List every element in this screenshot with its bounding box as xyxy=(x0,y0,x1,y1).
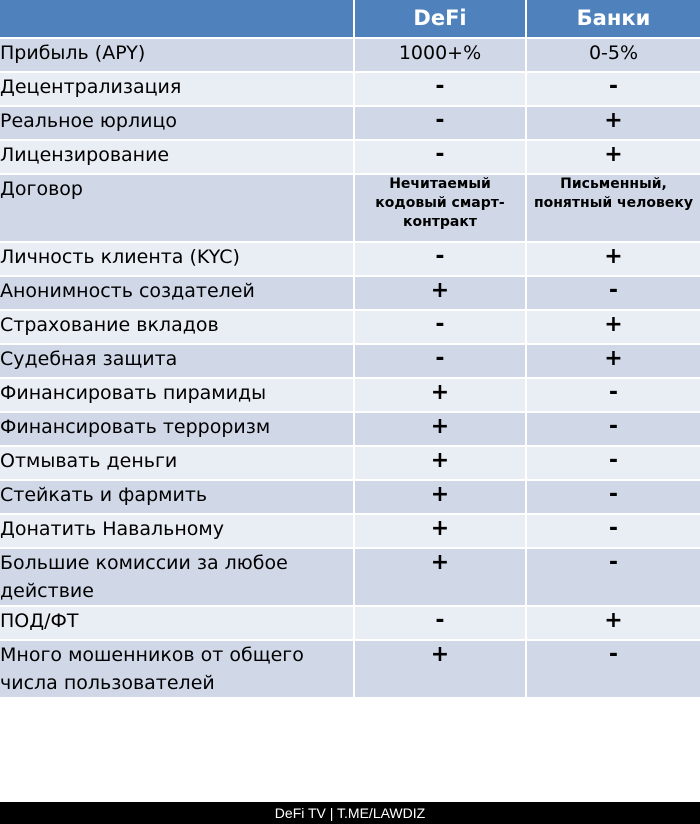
defi-value: 1000+% xyxy=(354,38,526,72)
row-label: Финансировать терроризм xyxy=(0,412,354,446)
banks-value: - xyxy=(526,548,700,606)
table-row xyxy=(0,276,700,310)
banks-value: - xyxy=(526,72,700,106)
table-row xyxy=(0,310,700,344)
banks-value: 0-5% xyxy=(526,38,700,72)
row-label: Личность клиента (KYC) xyxy=(0,242,354,276)
banks-value: - xyxy=(526,446,700,480)
row-label: ПОД/ФТ xyxy=(0,606,354,640)
table-row xyxy=(0,72,700,106)
table-body xyxy=(0,38,700,698)
banks-value: - xyxy=(526,412,700,446)
table-row xyxy=(0,446,700,480)
defi-value: - xyxy=(354,310,526,344)
defi-value: - xyxy=(354,72,526,106)
row-label: Стейкать и фармить xyxy=(0,480,354,514)
row-label: Страхование вкладов xyxy=(0,310,354,344)
banks-value: + xyxy=(526,606,700,640)
defi-value: - xyxy=(354,606,526,640)
defi-value: - xyxy=(354,106,526,140)
table-row xyxy=(0,242,700,276)
defi-value: + xyxy=(354,514,526,548)
defi-value: + xyxy=(354,640,526,698)
banks-value: + xyxy=(526,140,700,174)
banks-value: Письменный, понятный человеку xyxy=(526,174,700,242)
table-row xyxy=(0,640,700,698)
row-label: Большие комиссии за любое действие xyxy=(0,548,354,606)
table-row xyxy=(0,606,700,640)
table-row xyxy=(0,548,700,606)
row-label: Анонимность создателей xyxy=(0,276,354,310)
row-label: Финансировать пирамиды xyxy=(0,378,354,412)
row-label: Децентрализация xyxy=(0,72,354,106)
defi-value: + xyxy=(354,378,526,412)
banks-value: - xyxy=(526,640,700,698)
table-row xyxy=(0,140,700,174)
row-label: Реальное юрлицо xyxy=(0,106,354,140)
row-label: Судебная защита xyxy=(0,344,354,378)
table-header-row xyxy=(0,0,700,38)
table-row xyxy=(0,174,700,242)
row-label: Донатить Навальному xyxy=(0,514,354,548)
defi-value: + xyxy=(354,446,526,480)
banks-value: - xyxy=(526,480,700,514)
defi-value: + xyxy=(354,480,526,514)
row-label: Лицензирование xyxy=(0,140,354,174)
banks-value: - xyxy=(526,378,700,412)
row-label: Прибыль (APY) xyxy=(0,38,354,72)
defi-value: + xyxy=(354,412,526,446)
header-empty xyxy=(0,0,354,38)
table-row xyxy=(0,38,700,72)
banks-value: + xyxy=(526,106,700,140)
defi-value: - xyxy=(354,344,526,378)
defi-value: - xyxy=(354,140,526,174)
header-banks: Банки xyxy=(526,0,700,38)
banks-value: - xyxy=(526,514,700,548)
footer-caption: DeFi TV | T.ME/LAWDIZ xyxy=(0,802,700,824)
table-row xyxy=(0,412,700,446)
header-defi: DeFi xyxy=(354,0,526,38)
table-row xyxy=(0,378,700,412)
defi-value: Нечитаемый кодовый смарт-контракт xyxy=(354,174,526,242)
banks-value: - xyxy=(526,276,700,310)
row-label: Много мошенников от общего числа пользователей xyxy=(0,640,354,698)
table-row xyxy=(0,106,700,140)
table-row xyxy=(0,480,700,514)
banks-value: + xyxy=(526,344,700,378)
defi-value: + xyxy=(354,276,526,310)
banks-value: + xyxy=(526,242,700,276)
table-row xyxy=(0,344,700,378)
banks-value: + xyxy=(526,310,700,344)
row-label: Договор xyxy=(0,174,354,242)
table-row xyxy=(0,514,700,548)
defi-value: + xyxy=(354,548,526,606)
row-label: Отмывать деньги xyxy=(0,446,354,480)
defi-value: - xyxy=(354,242,526,276)
